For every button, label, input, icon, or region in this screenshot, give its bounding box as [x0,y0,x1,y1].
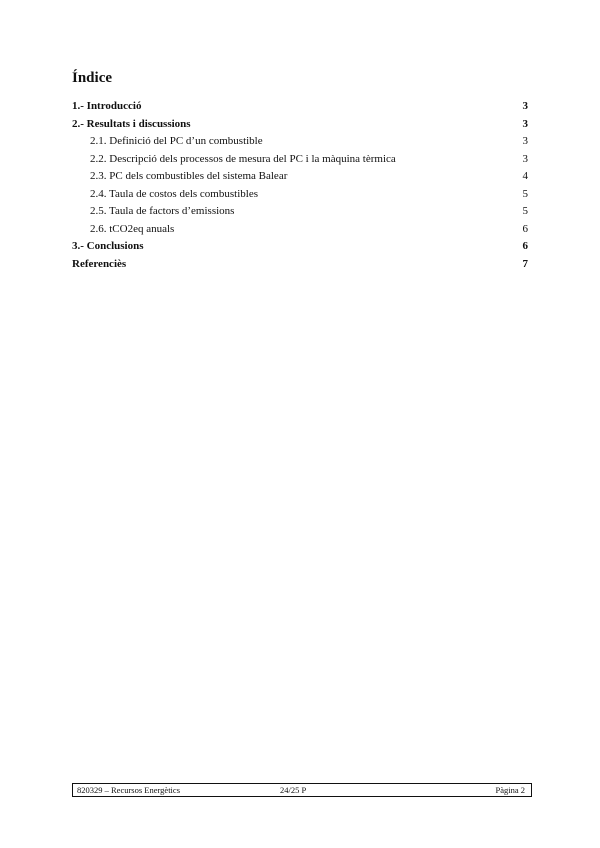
toc-entry-2-6[interactable] [72,221,528,239]
footer-term: 24/25 P [280,785,307,795]
toc-entry-referencies[interactable] [72,256,528,274]
toc-entry-page: 3 [522,152,528,165]
toc-entry-label: 2.5. Taula de factors d’emissions [90,205,235,217]
toc-entry-label: 2.4. Taula de costos dels combustibles [90,187,258,200]
toc-entry-page: 6 [522,240,528,252]
page-footer [72,783,532,797]
toc-entry-label: 1.- Introducció [72,100,142,112]
footer-page-number: Pàgina 2 [495,785,525,795]
toc-entry-page: 5 [522,187,528,200]
toc-entry-page: 3 [522,100,528,112]
toc-entry-introduccio[interactable] [72,98,528,116]
table-of-contents [72,98,528,273]
toc-entry-2-2[interactable] [72,151,528,169]
toc-entry-page: 7 [522,257,528,270]
toc-entry-page: 5 [522,205,528,217]
toc-entry-label: 2.- Resultats i discussions [72,117,191,130]
toc-entry-page: 4 [522,170,528,182]
toc-entry-label: 2.3. PC dels combustibles del sistema Balear [90,170,288,182]
toc-entry-label: 3.- Conclusions [72,240,144,252]
toc-entry-page: 6 [522,222,528,235]
toc-entry-page: 3 [522,135,528,147]
toc-entry-label: 2.2. Descripció dels processos de mesura del PC i la màquina tèrmica [90,152,396,165]
toc-entry-2-3[interactable] [72,168,528,186]
toc-entry-2-5[interactable] [72,203,528,221]
toc-entry-resultats[interactable] [72,116,528,134]
toc-entry-2-4[interactable] [72,186,528,204]
toc-entry-label: 2.6. tCO2eq anuals [90,222,175,235]
toc-entry-2-1[interactable] [72,133,528,151]
toc-title: Índice [72,70,113,86]
toc-entry-label: 2.1. Definició del PC d’un combustible [90,135,263,147]
toc-entry-conclusions[interactable] [72,238,528,256]
toc-entry-page: 3 [522,117,528,130]
footer-course: 820329 – Recursos Energètics [77,785,181,795]
toc-entry-label: Referenciès [72,257,127,270]
